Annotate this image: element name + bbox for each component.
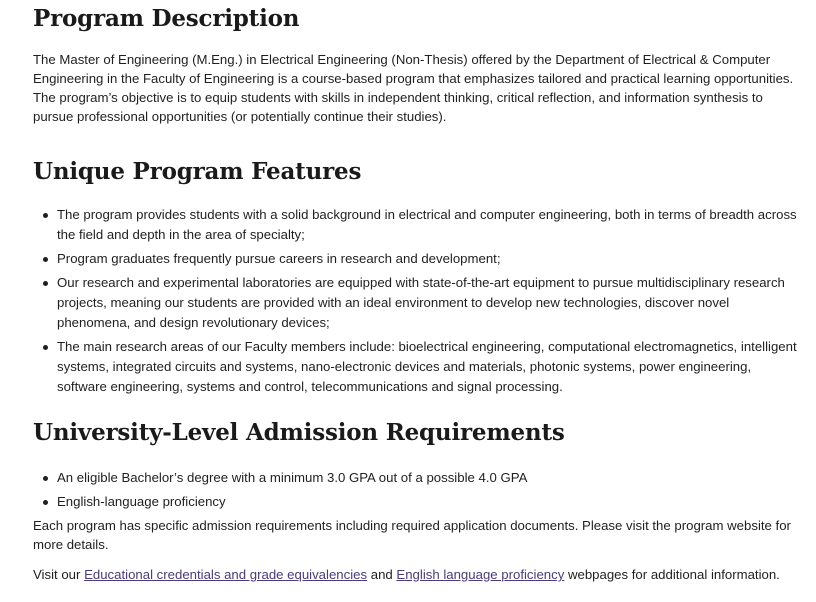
unique-features-list <box>33 205 803 397</box>
program-description-text <box>33 50 803 126</box>
degree-name: Master of Engineering (M.Eng.) in Electrical Engineering (Non-Thesis) <box>59 52 468 67</box>
list-item: The program provides students with a solid background in electrical and computer engineering, both in terms of breadth across the field and depth in the area of specialty; <box>57 205 803 245</box>
admission-requirements-list <box>33 468 803 512</box>
list-item: English-language proficiency <box>57 492 803 512</box>
list-item: An eligible Bachelor’s degree with a minimum 3.0 GPA out of a possible 4.0 GPA <box>57 468 803 488</box>
list-item: Our research and experimental laboratories are equipped with state-of-the-art equipment to pursue multidisciplinary research projects, meaning our students are provided with an ideal environment to develop new technologies, discover novel phenomena, and design revolutionary devices; <box>57 273 803 333</box>
description-body: offered by the Department of Electrical & Computer Engineering in the Faculty of Engineering is a course-based program that emphasizes tailored and practical learning opportunities. The program’s objective is to equip students with skills in independent thinking, critical reflection, and information synthesis to pursue professional opportunities (or potentially continue their studies). <box>33 52 794 124</box>
program-description-heading: Program Description <box>33 5 300 32</box>
visit-suffix: webpages for additional information. <box>564 567 780 582</box>
english-proficiency-link[interactable]: English language proficiency <box>396 567 565 582</box>
list-item: The main research areas of our Faculty members include: bioelectrical engineering, computational electromagnetics, intelligent systems, integrated circuits and systems, nano-electronic devices and materials, photonic systems, power engineering, software engineering, systems and control, telecommunications and signal processing. <box>57 337 803 397</box>
visit-prefix: Visit our <box>33 567 85 582</box>
page-content <box>33 0 803 584</box>
visit-and: and <box>367 567 397 582</box>
admission-requirements-heading: University-Level Admission Requirements <box>33 419 565 446</box>
unique-features-heading: Unique Program Features <box>33 158 362 185</box>
educational-credentials-link[interactable]: Educational credentials and grade equivalencies <box>84 567 368 582</box>
description-intro: The <box>33 52 60 67</box>
additional-info-text <box>33 565 803 584</box>
admission-note: Each program has specific admission requirements including required application documents. Please visit the program website for more details. <box>33 518 791 552</box>
list-item: Program graduates frequently pursue careers in research and development; <box>57 249 803 269</box>
